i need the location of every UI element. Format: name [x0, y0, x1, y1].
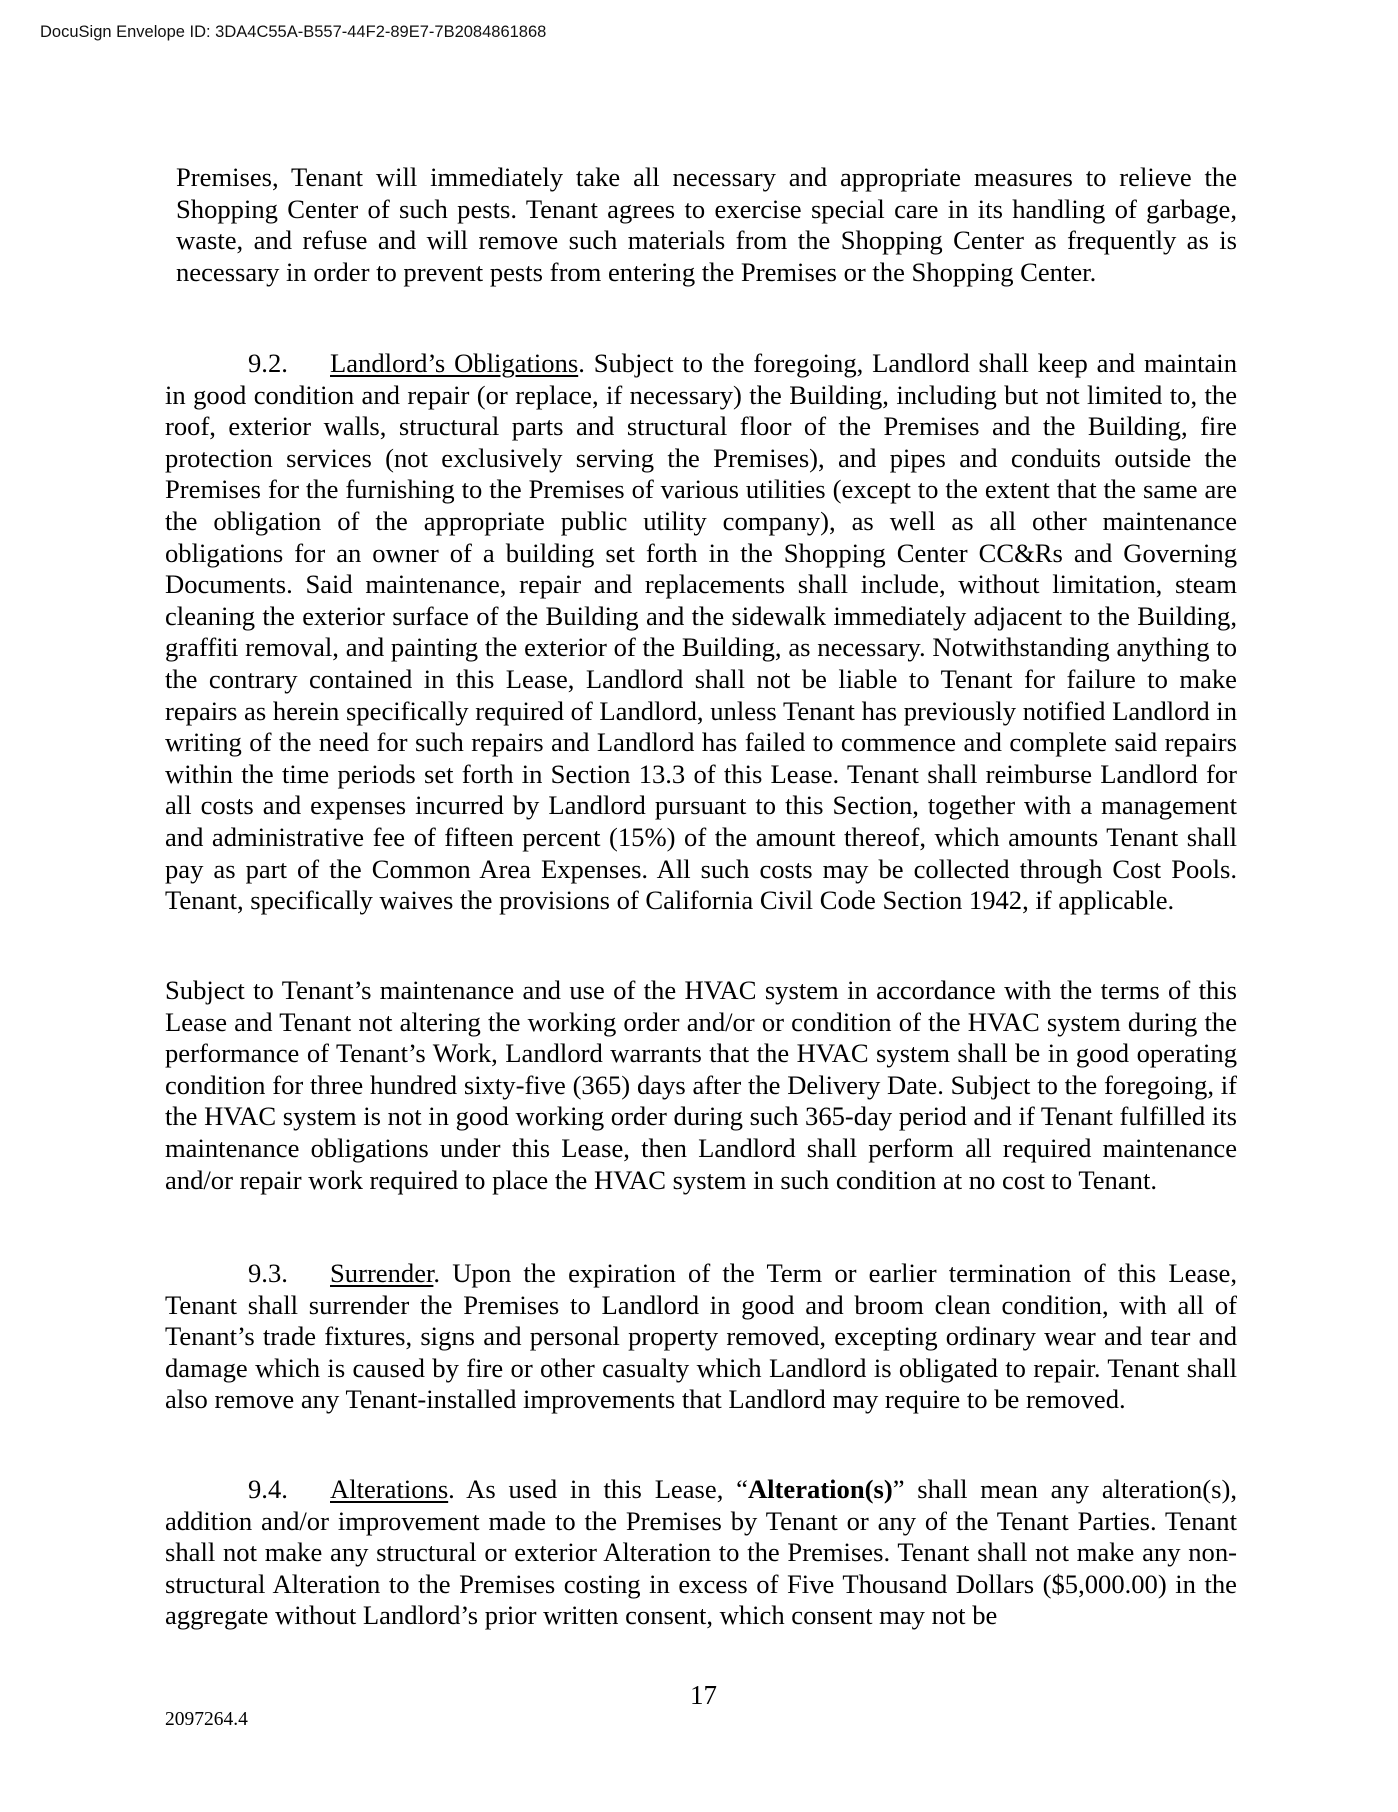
section-9-2: [165, 348, 1237, 917]
document-id: 2097264.4: [165, 1709, 248, 1730]
section-body: . Subject to the foregoing, Landlord shall keep and maintain in good condition and repair (or replace, if necessary) the Building, including but not limited to, the roof, exterior walls, structural parts and structural floor of the Premises and the Building, fire protection services (not exclusively serving the Premises), and pipes and conduits outside the Premises for the furnishing to the Premises of various utilities (except to the extent that the same are the obligation of the appropriate public utility company), as well as all other maintenance obligations for an owner of a building set forth in the Shopping Center CC&Rs and Governing Documents. Said maintenance, repair and replacements shall include, without limitation, steam cleaning the exterior surface of the Building and the sidewalk immediately adjacent to the Building, graffiti removal, and painting the exterior of the Building, as necessary. Notwithstanding anything to the contrary contained in this Lease, Landlord shall not be liable to Tenant for failure to make repairs as herein specifically required of Landlord, unless Tenant has previously notified Landlord in writing of the need for such repairs and Landlord has failed to commence and complete said repairs within the time periods set forth in Section 13.3 of this Lease. Tenant shall reimburse Landlord for all costs and expenses incurred by Landlord pursuant to this Section, together with a management and administrative fee of fifteen percent (15%) of the amount thereof, which amounts Tenant shall pay as part of the Common Area Expenses. All such costs may be collected through Cost Pools. Tenant, specifically waives the provisions of California Civil Code Section 1942, if applicable.: [165, 348, 1237, 916]
section-9-4: [165, 1474, 1237, 1632]
section-number: 9.4.: [248, 1474, 288, 1504]
paragraph-continuation: [165, 162, 1237, 288]
continuation-text: Premises, Tenant will immediately take all necessary and appropriate measures to relieve the Shopping Center of such pests. Tenant agrees to exercise special care in its handling of garbage, waste, and refuse and will remove such materials from the Shopping Center as frequently as is necessary in order to prevent pests from entering the Premises or the Shopping Center.: [176, 162, 1237, 287]
docusign-envelope-id: DocuSign Envelope ID: 3DA4C55A-B557-44F2-89E7-7B2084861868: [40, 23, 547, 41]
section-body: . Upon the expiration of the Term or earlier termination of this Lease, Tenant shall surrender the Premises to Landlord in good and broom clean condition, with all of Tenant’s trade fixtures, signs and personal property removed, excepting ordinary wear and tear and damage which is caused by fire or other casualty which Landlord is obligated to repair. Tenant shall also remove any Tenant-installed improvements that Landlord may require to be removed.: [165, 1258, 1237, 1415]
hvac-text: Subject to Tenant’s maintenance and use of the HVAC system in accordance with the terms of this Lease and Tenant not altering the working order and/or or condition of the HVAC system during the performance of Tenant’s Work, Landlord warrants that the HVAC system shall be in good operating condition for three hundred sixty-five (365) days after the Delivery Date. Subject to the foregoing, if the HVAC system is not in good working order during such 365-day period and if Tenant fulfilled its maintenance obligations under this Lease, then Landlord shall perform all required maintenance and/or repair work required to place the HVAC system in such condition at no cost to Tenant.: [165, 975, 1237, 1195]
section-9-3: [165, 1258, 1237, 1416]
section-heading: Alterations: [330, 1474, 449, 1504]
defined-term: Alteration(s): [747, 1474, 893, 1504]
section-number: 9.3.: [248, 1258, 288, 1288]
page-number: 17: [690, 1680, 717, 1710]
section-heading: Landlord’s Obligations: [330, 348, 579, 378]
paragraph-hvac: [165, 975, 1237, 1196]
section-number: 9.2.: [248, 348, 288, 378]
section-heading: Surrender: [330, 1258, 434, 1288]
section-body-before: . As used in this Lease, “: [448, 1474, 748, 1504]
section-body-after: ” shall mean any alteration(s), addition and/or improvement made to the Premises by Tenant or any of the Tenant Parties. Tenant shall not make any structural or exterior Alteration to the Premises. Tenant shall not make any non-structural Alteration to the Premises costing in excess of Five Thousand Dollars ($5,000.00) in the aggregate without Landlord’s prior written consent, which consent may not be: [165, 1474, 1237, 1631]
